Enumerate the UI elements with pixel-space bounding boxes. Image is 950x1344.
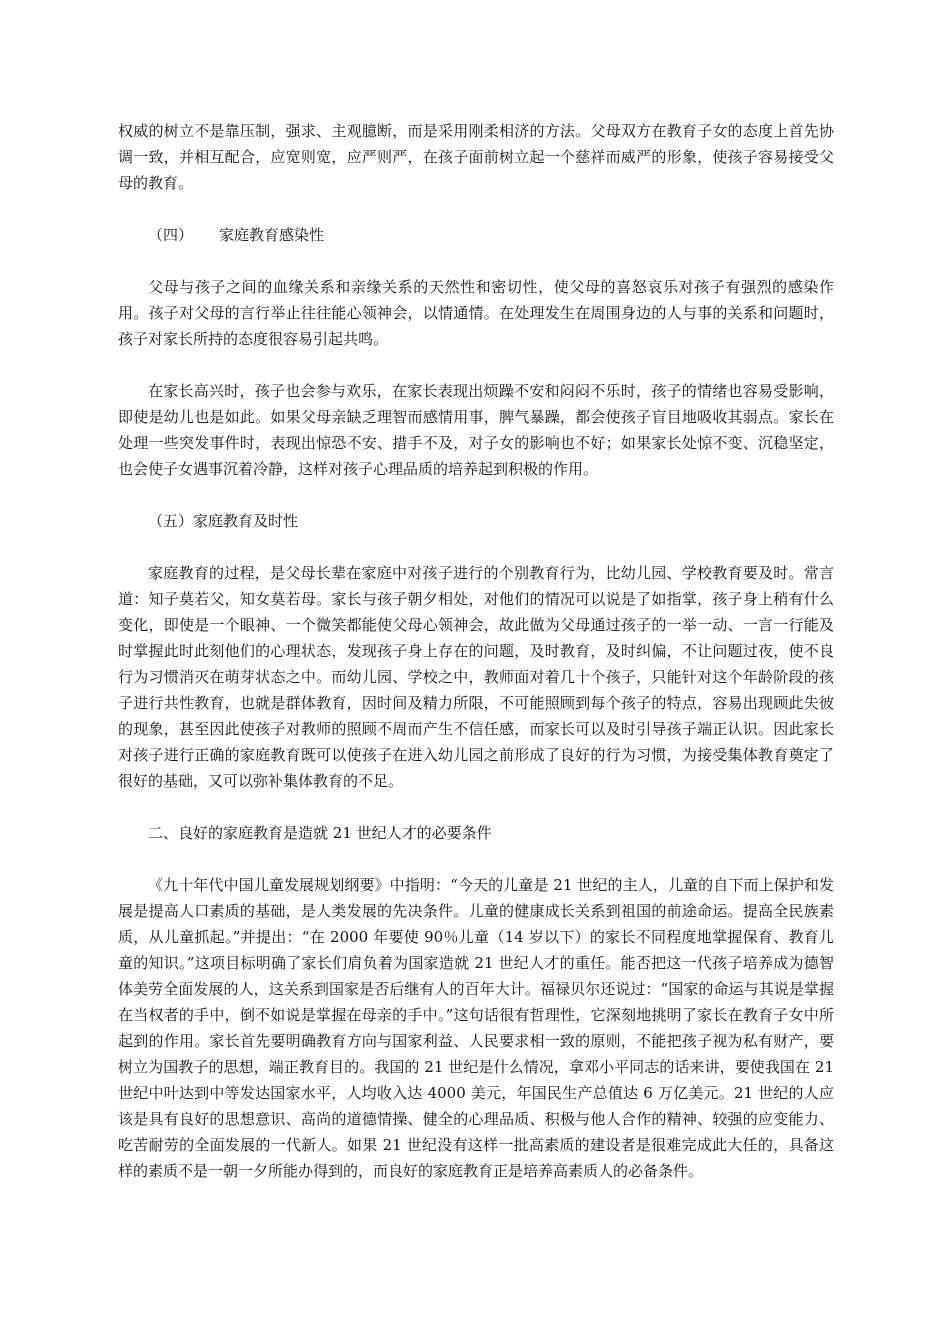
- section-2-heading: 二、良好的家庭教育是造就 21 世纪人才的必要条件: [148, 824, 492, 842]
- section-heading-4: [118, 222, 834, 248]
- section-heading-4-title: 家庭教育感染性: [219, 226, 325, 244]
- paragraph-influence: 父母与孩子之间的血缘关系和亲缘关系的天然性和密切性，使父母的喜怒哀乐对孩子有强烈的感染作用。孩子对父母的言行举止往往能心领神会，以情通情。在处理发生在周围身边的人与事的关系和问题时，孩子对家长所持的态度很容易引起共鸣。: [118, 278, 834, 348]
- paragraph-timeliness: 家庭教育的过程，是父母长辈在家庭中对孩子进行的个别教育行为，比幼儿园、学校教育要及时。常言道：知子莫若父，知女莫若母。家长与孩子朝夕相处，对他们的情况可以说是了如指掌，孩子身上稍有什么变化，即使是一个眼神、一个微笑都能使父母心领神会，故此做为父母通过孩子的一举一动、一言一行能及时掌握此时此刻他们的心理状态，发现孩子身上存在的问题，及时教育，及时纠偏，不让问题过夜，使不良行为习惯消灭在萌芽状态之中。而幼儿园、学校之中，教师面对着几十个孩子，只能针对这个年龄阶段的孩子进行共性教育，也就是群体教育，因时间及精力所限，不可能照顾到每个孩子的特点，容易出现顾此失彼的现象，甚至因此使孩子对教师的照顾不周而产生不信任感，而家长可以及时引导孩子端正认识。因此家长对孩子进行正确的家庭教育既可以使孩子在进入幼儿园之前形成了良好的行为习惯，为接受集体教育奠定了很好的基础，又可以弥补集体教育的不足。: [118, 564, 834, 790]
- paragraph-emotions: 在家长高兴时，孩子也会参与欢乐，在家长表现出烦躁不安和闷闷不乐时，孩子的情绪也容易受影响，即使是幼儿也是如此。如果父母亲缺乏理智而感情用事，脾气暴躁，都会使孩子盲目地吸收其弱点。家长在处理一些突发事件时，表现出惊恐不安、措手不及，对子女的影响也不好；如果家长处惊不变、沉稳坚定，也会使子女遇事沉着冷静，这样对孩子心理品质的培养起到积极的作用。: [118, 382, 834, 478]
- section-heading-5: （五）家庭教育及时性: [148, 512, 299, 530]
- paragraph-authority: 权威的树立不是靠压制，强求、主观臆断，而是采用刚柔相济的方法。父母双方在教育子女的态度上首先协调一致，并相互配合，应宽则宽，应严则严，在孩子面前树立起一个慈祥而威严的形象，使孩子容易接受父母的教育。: [118, 122, 834, 192]
- document-page: [118, 118, 834, 1184]
- paragraph-21st-century: 《九十年代中国儿童发展规划纲要》中指明：“今天的儿童是 21 世纪的主人，儿童的自下而上保护和发展是提高人口素质的基础，是人类发展的先决条件。儿童的健康成长关系到祖国的前途命运。提高全民族素质，从儿童抓起。”并提出：“在 2000 年要使 90％儿童（14 岁以下）的家长不同程度地掌握保育、教育儿童的知识。”这项目标明确了家长们肩负着为国家造就 21 世纪人才的重任。能否把这一代孩子培养成为德智体美劳全面发展的人，这关系到国家是否后继有人的百年大计。福禄贝尔还说过：“国家的命运与其说是掌握在当权者的手中，倒不如说是掌握在母亲的手中。”这句话很有哲理性，它深刻地挑明了家长在教育子女中所起到的作用。家长首先要明确教育方向与国家利益、人民要求相一致的原则，不能把孩子视为私有财产，要树立为国教子的思想，端正教育目的。我国的 21 世纪是什么情况，拿邓小平同志的话来讲，要使我国在 21 世纪中叶达到中等发达国家水平，人均收入达 4000 美元，年国民生产总值达 6 万亿美元。21 世纪的人应该是具有良好的思想意识、高尚的道德情操、健全的心理品质、积极与他人合作的精神、较强的应变能力、吃苦耐劳的全面发展的一代新人。如果 21 世纪没有这样一批高素质的建设者是很难完成此大任的，具备这样的素质不是一朝一夕所能办得到的，而良好的家庭教育正是培养高素质人的必备条件。: [118, 876, 834, 1180]
- section-heading-4-number: （四）: [148, 226, 194, 244]
